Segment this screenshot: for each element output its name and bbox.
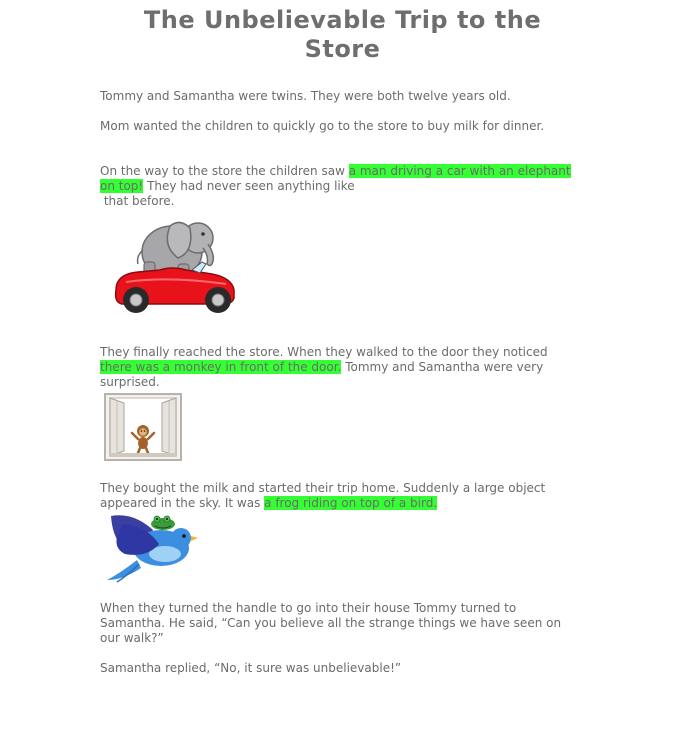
- paragraph-elephant: [100, 164, 580, 209]
- highlight-bird: a frog riding on top of a bird.: [264, 496, 438, 510]
- paragraph-monkey-text-after: Tommy and Samantha were very surprised.: [100, 360, 544, 389]
- paragraph-elephant-text-after: They had never seen anything like: [143, 179, 355, 193]
- paragraph-reply: Samantha replied, “No, it sure was unbelievable!”: [100, 661, 402, 675]
- paragraph-monkey-text: They finally reached the store. When they walked to the door they noticed: [100, 345, 548, 359]
- highlight-monkey: there was a monkey in front of the door.: [100, 360, 342, 374]
- paragraph-monkey: [100, 345, 580, 390]
- paragraph-bird: [100, 481, 580, 511]
- story-title: The Unbelievable Trip to the Store: [143, 6, 542, 63]
- monkey-window-image: [104, 393, 182, 461]
- paragraph-house: When they turned the handle to go into their house Tommy turned to Samantha. He said, “Can you believe all the strange things we have seen on our walk?”: [100, 601, 562, 645]
- paragraph-mom: Mom wanted the children to quickly go to the store to buy milk for dinner.: [100, 119, 545, 133]
- highlight-elephant: a man driving a car with an elephant on top!: [100, 164, 571, 193]
- paragraph-twins: Tommy and Samantha were twins. They were both twelve years old.: [100, 89, 511, 103]
- elephant-car-image: [108, 212, 244, 316]
- frog-bird-image: [103, 510, 199, 584]
- paragraph-elephant-text-end: that before.: [103, 194, 175, 208]
- paragraph-elephant-text: On the way to the store the children saw: [100, 164, 349, 178]
- paragraph-bird-text: They bought the milk and started their trip home. Suddenly a large object appeared in the sky. It was: [100, 481, 546, 510]
